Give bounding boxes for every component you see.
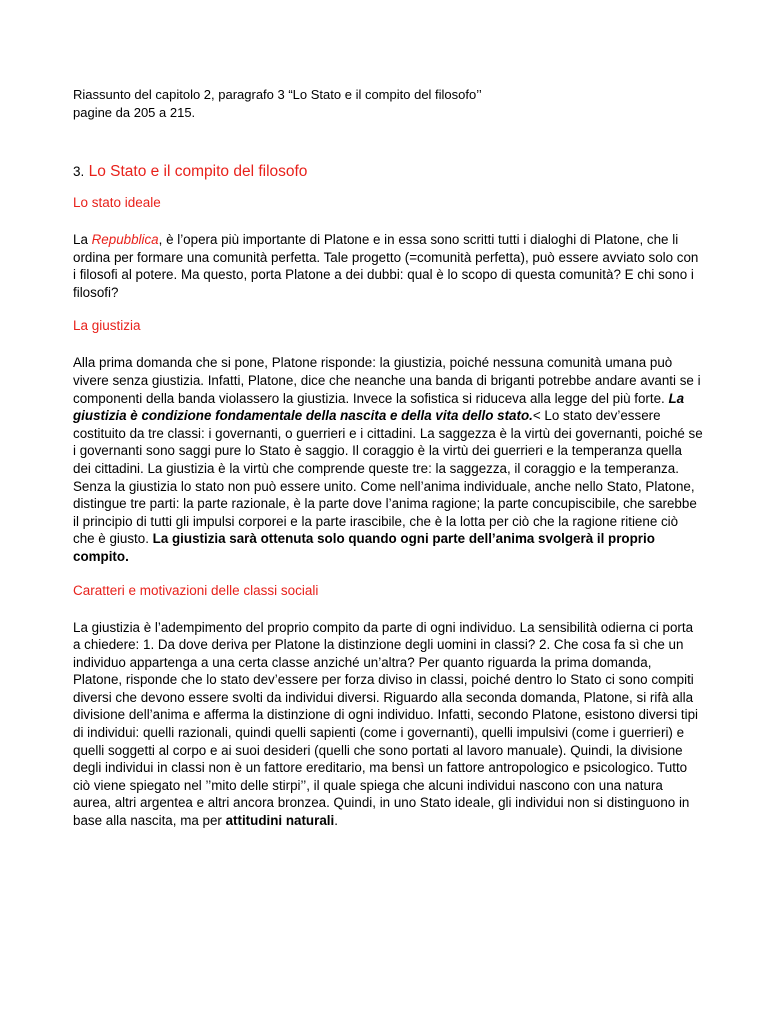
section-heading — [73, 162, 703, 182]
text-segment: La — [73, 232, 92, 247]
summary-note-line1: Riassunto del capitolo 2, paragrafo 3 “Lo Stato e il compito del filosofo’’ — [73, 87, 482, 102]
document-page — [73, 86, 703, 830]
natural-aptitudes: attitudini naturali — [225, 813, 335, 829]
text-line: Ma questo, porta Platone a dei dubbi: qual è lo scopo di questa comunità? E chi sono i filosofi? — [73, 267, 694, 300]
paragraph-stato-ideale — [73, 231, 703, 301]
text-line: Alla prima domanda che si pone, Platone risponde: la giustizia, poiché nessuna comunità umana può vivere senza giustizia. Infatti, Platone, dice che neanche una banda di briganti potrebbe andare avanti se i componenti della banda violassero la giustizia. Invece la sofistica si riduceva alla legge del più forte. — [73, 355, 701, 406]
summary-note-line2: pagine da 205 a 215. — [73, 105, 196, 120]
text-line — [73, 461, 697, 564]
subheading-classi-sociali: Caratteri e motivazioni delle classi sociali — [73, 582, 319, 598]
question-1: 1. Da dove deriva per Platone la distinzione degli uomini in classi? — [143, 637, 536, 653]
section-number: 3. — [73, 164, 85, 179]
question-2: 2. Che cosa fa sì che un individuo appartenga a una certa classe anziché un’altra? — [73, 637, 684, 670]
repubblica-title: Repubblica — [91, 232, 159, 247]
paragraph-classi-sociali — [73, 619, 703, 830]
subheading-giustizia: La giustizia — [73, 318, 141, 334]
text-line: Lo stato dev’essere costituito da tre classi: i governanti, o guerrieri e i cittadini. La saggezza è la virtù dei governanti, poiché se i governanti sono saggi pure lo Stato è saggio. Il coraggio è la virtù dei guerrieri e la temperanza quella dei cittadini. — [73, 408, 703, 476]
subheading-stato-ideale: Lo stato ideale — [73, 195, 161, 210]
summary-note — [73, 86, 703, 122]
justice-conclusion: La giustizia sarà ottenuta solo quando ogni parte dell’anima svolgerà il proprio compito. — [73, 531, 655, 564]
text-line: Riguardo alla seconda domanda, Platone, si rifà alla divisione dell’anima e afferma la distinzione di ogni individuo. Infatti, secondo Platone, esistono diversi tipi di individui: quelli razionali, quindi quelli sapienti (come i governanti), quelli impulsivi (come i guerrieri) e quelli soggetti al corpo e ai suoi desideri (quelli che sono portati al lavoro manuale). Quindi, la divisione degli individui in classi non è un fattore ereditario, ma bensì un fattore antropologico e psicologico. — [73, 689, 699, 776]
text-line: Per quanto riguarda la prima domanda, Platone, risponde che lo stato dev’essere per forza diviso in classi, poiché dentro lo Stato ci sono compiti diversi che devono essere svolti da individui diversi. — [73, 654, 694, 705]
justice-statement: La giustizia è condizione fondamentale della nascita e della vita dello stato. — [73, 390, 685, 424]
text-segment: . — [334, 813, 338, 829]
text-segment: , è l’opera più importante di Platone e in essa sono scritti tutti i dialoghi di Platone, che li ordina per formare una comunità perfetta. Tale progetto (=comunità perfetta), può essere avviato solo con i filosofi al potere. — [73, 232, 699, 283]
text-line: La giustizia è l’adempimento del proprio compito da parte di ogni individuo. La sensibilità odierna ci porta a chiedere: — [73, 619, 694, 653]
text-line: Tutto ciò viene spiegato nel ’’mito delle stirpi’’, il quale spiega che alcuni individui nascono con una natura aurea, altri argentea e altri ancora bronzea. — [73, 760, 688, 811]
text-segment: Quindi, in uno Stato ideale, gli individui non si distinguono in base alla nascita, ma per — [73, 795, 690, 829]
paragraph-giustizia — [73, 354, 703, 565]
text-segment: < — [532, 408, 541, 424]
section-title: Lo Stato e il compito del filosofo — [88, 163, 308, 180]
text-segment: La giustizia è la virtù che comprende queste tre: la saggezza, il coraggio e la temperanza. Senza la giustizia lo stato non può essere unito. Come nell’anima individuale, anche nello Stato, Platone, distingue tre parti: la parte razionale, è la parte dove l’anima ragione; la parte concupiscibile, che sarebbe il principio di tutti gli impulsi corporei e la parte irascibile, che è la lotta per ciò che la ragione ritiene ciò che è giusto. — [73, 460, 697, 547]
